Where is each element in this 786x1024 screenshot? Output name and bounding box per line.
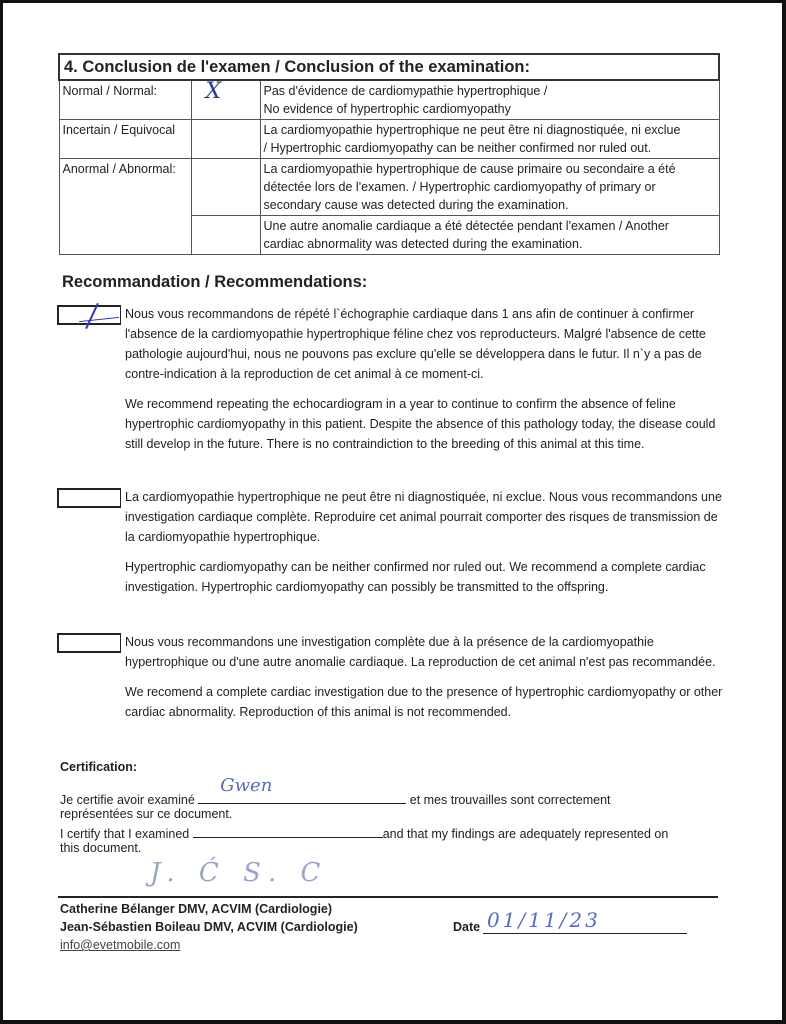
certification-statement-en — [60, 823, 668, 843]
recommendation-text-fr: Nous vous recommandons une investigation complète due à la présence de la cardiomyopathie hypertrophique ou d'une autre anomalie cardiaque. La reproduction de cet animal n'est pas recommandée. — [125, 635, 716, 669]
recommendation-text-en: We recomend a complete cardiac investigation due to the presence of hypertrophic cardiomyopathy or other cardiac abnormality. Reproduction of this animal is not recommended. — [125, 685, 723, 719]
row-description — [260, 120, 719, 159]
description-line: Une autre anomalie cardiaque a été détectée pendant l'examen / Another — [263, 219, 669, 233]
recommendation-text-en: Hypertrophic cardiomyopathy can be neither confirmed nor ruled out. We recommend a complete cardiac investigation. Hypertrophic cardiomyopathy can possibly be transmitted to the offspring. — [125, 560, 706, 594]
certification-title: Certification: — [60, 760, 138, 774]
email-link[interactable]: info@evetmobile.com — [60, 938, 181, 952]
patient-name-field-en[interactable] — [193, 823, 383, 838]
pen-stroke-icon — [79, 317, 119, 322]
date-label: Date — [453, 920, 481, 934]
row-label: Anormal / Abnormal: — [59, 159, 191, 255]
cert-text: I certify that I examined — [60, 827, 193, 841]
vet-name-2: Jean-Sébastien Boileau DMV, ACVIM (Cardiologie) — [60, 920, 358, 934]
patient-name-field-fr[interactable] — [198, 775, 406, 804]
handwritten-check-mark-icon — [85, 303, 99, 329]
signature-line — [58, 896, 718, 898]
description-line: cardiac abnormality was detected during the examination. — [263, 237, 583, 251]
conclusion-row-abnormal-hcm — [59, 159, 719, 216]
conclusion-title: 4. Conclusion de l'examen / Conclusion of the examination: — [59, 54, 719, 80]
recommendation-item-repeat — [57, 304, 727, 454]
conclusion-row-equivocal — [59, 120, 719, 159]
recommendations-title: Recommandation / Recommendations: — [62, 273, 368, 291]
recommendation-text-fr: Nous vous recommandons de répété l`échographie cardiaque dans 1 ans afin de continuer à confirmer l'absence de la cardiomyopathie hypertrophique féline chez vos reproducteurs. Malgré l'absence de cette pathologie aujourd'hui, nous ne pouvons pas exclure qu'elle se développera dans le futur. Il n`y a pas de contre-indication à la reproduction de cet animal à ce moment-ci. — [125, 307, 706, 381]
normal-checkbox-cell[interactable] — [191, 80, 260, 120]
abnormal-other-checkbox-cell[interactable] — [191, 216, 260, 255]
cert-text: et mes trouvailles sont correctement — [406, 793, 611, 807]
row-description — [260, 216, 719, 255]
recommendation-checkbox[interactable] — [57, 488, 121, 508]
date-field[interactable] — [483, 908, 687, 934]
recommendation-text-en: We recommend repeating the echocardiogram in a year to continue to confirm the absence of feline hypertrophic cardiomyopathy in this patient. Despite the absence of this pathology today, the disease could still develop in the future. There is no contraindiction to the breeding of this animal at this time. — [125, 397, 716, 451]
handwritten-check-mark-icon: X — [205, 79, 222, 104]
description-line: / Hypertrophic cardiomyopathy can be neither confirmed nor ruled out. — [263, 141, 652, 155]
handwritten-date: 01/11/23 — [487, 908, 601, 932]
recommendation-checkbox[interactable] — [57, 633, 121, 653]
description-line: La cardiomyopathie hypertrophique ne peut être ni diagnostiquée, ni exclue — [263, 123, 681, 137]
description-line: détectée lors de l'examen. / Hypertrophic cardiomyopathy of primary or — [263, 180, 656, 194]
cert-text: Je certifie avoir examiné — [60, 793, 199, 807]
abnormal-hcm-checkbox-cell[interactable] — [191, 159, 260, 216]
row-description — [260, 159, 719, 216]
handwritten-patient-name: Gwen — [220, 775, 273, 796]
description-line: No evidence of hypertrophic cardiomyopathy — [263, 102, 511, 116]
conclusion-table — [58, 53, 720, 255]
recommendation-item-equivocal — [57, 487, 727, 597]
row-label: Normal / Normal: — [59, 80, 191, 120]
equivocal-checkbox-cell[interactable] — [191, 120, 260, 159]
row-description — [260, 80, 719, 120]
handwritten-signature: J. Ć S. C — [150, 858, 329, 888]
recommendation-checkbox-checked[interactable] — [57, 305, 121, 325]
description-line: secondary cause was detected during the examination. — [263, 198, 569, 212]
conclusion-row-normal — [59, 80, 719, 120]
row-label: Incertain / Equivocal — [59, 120, 191, 159]
cert-text: and that my findings are adequately represented on — [382, 827, 669, 841]
recommendation-item-abnormal — [57, 632, 727, 722]
description-line: La cardiomyopathie hypertrophique de cause primaire ou secondaire a été — [263, 162, 676, 176]
vet-name-1: Catherine Bélanger DMV, ACVIM (Cardiologie) — [60, 902, 333, 916]
certification-statement-fr-line2: représentées sur ce document. — [60, 807, 233, 821]
certification-statement-en-line2: this document. — [60, 841, 142, 855]
description-line: Pas d'évidence de cardiomypathie hypertrophique / — [263, 84, 548, 98]
recommendation-text-fr: La cardiomyopathie hypertrophique ne peut être ni diagnostiquée, ni exclue. Nous vous recommandons une investigation cardiaque complète. Reproduire cet animal pourrait comporter des risques de transmission de la cardiomyopathie hypertrophique. — [125, 490, 722, 544]
